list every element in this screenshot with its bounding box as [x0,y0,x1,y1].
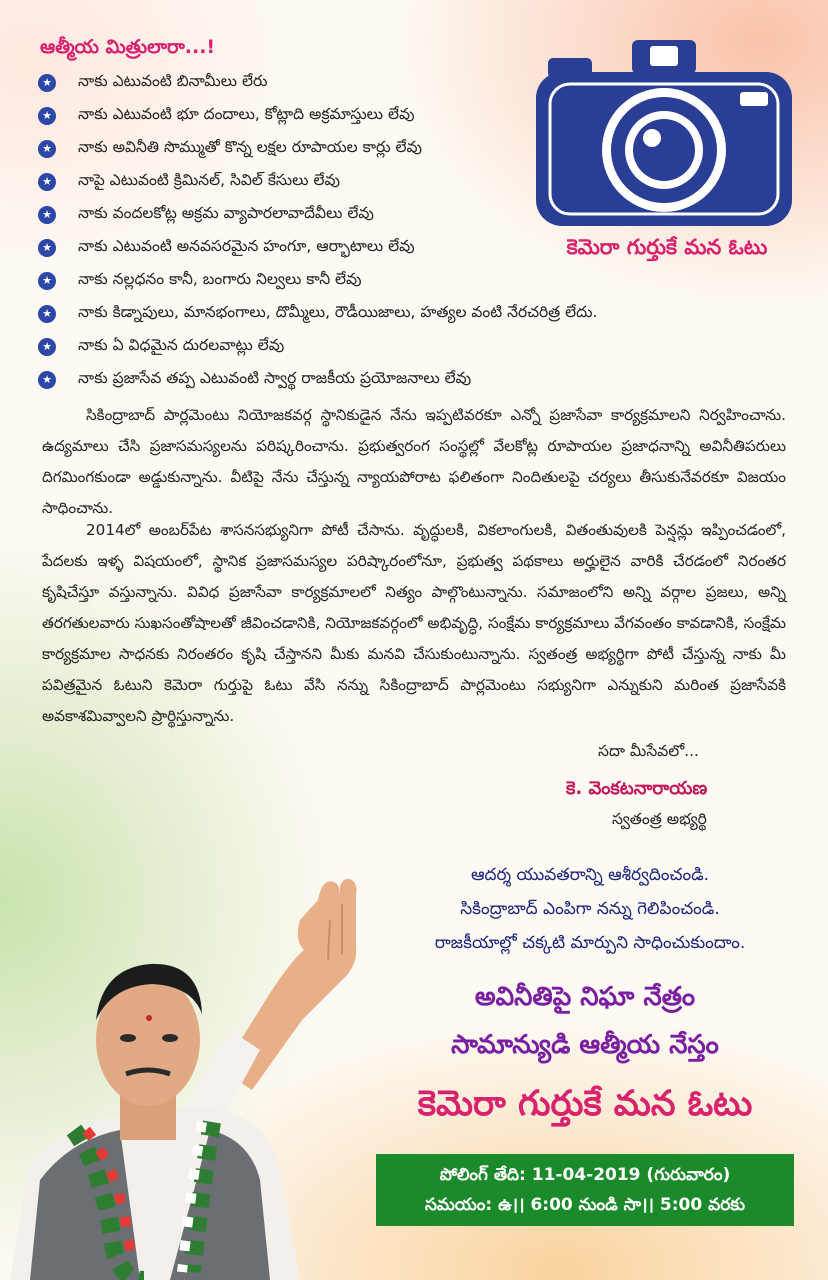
pledge-text: నాకు ఎటువంటి భూ దందాలు, కోట్లాది అక్రమాస్తులు లేవు [78,104,415,123]
star-bullet-icon: ★ [38,140,56,158]
closing-line: సదా మీసేవలో... [598,742,699,760]
signer-name: కె. వెంకటనారాయణ [566,778,708,799]
pledge-text: నాకు కిడ్నాపులు, మానభంగాలు, దొమ్మీలు, రౌడీయిజాలు, హత్యల వంటి నేరచరిత్ర లేదు. [78,302,598,321]
pledge-text: నాకు ప్రజాసేవ తప్ప ఎటువంటి స్వార్థ రాజకీయ ప్రయోజనాలు లేవు [78,368,472,387]
star-bullet-icon: ★ [38,239,56,257]
polling-date: పోలింగ్ తేది: 11-04-2019 (గురువారం) [439,1165,731,1185]
slogan-camera-vote: కెమెరా గుర్తుకే మన ఓటు [417,1084,753,1124]
star-bullet-icon: ★ [38,107,56,125]
appeal-line: రాజకీయాల్లో చక్కటి మార్పుని సాధించుకుందాం. [434,933,746,953]
star-bullet-icon: ★ [38,338,56,356]
pledge-text: నాకు ఎటువంటి బినామీలు లేరు [78,71,268,90]
star-bullet-icon: ★ [38,206,56,224]
appeal-lines [370,858,810,960]
slogan-corruption-watch: అవినీతిపై నిఘా నేత్రం [474,982,696,1012]
camera-caption: కెమెరా గుర్తుకే మన ఓటు [566,235,768,259]
pledge-text: నాపై ఎటువంటి క్రిమినల్, సివిల్ కేసులు లేవు [78,170,340,189]
greeting-heading: ఆత్మీయ మిత్రులారా...! [40,36,216,58]
pledge-text: నాకు ఏ విధమైన దురలవాట్లు లేవు [78,335,285,354]
paragraph-2 [42,515,786,732]
pledge-text: నాకు ఎటువంటి అనవసరమైన హంగూ, ఆర్భాటాలు లేవు [78,236,415,255]
star-bullet-icon: ★ [38,272,56,290]
pledge-text: నాకు వందలకోట్ల అక్రమ వ్యాపారలావాదేవీలు లేవు [78,203,374,222]
pledge-item [38,363,758,396]
appeal-line: ఆదర్శ యువతరాన్ని ఆశీర్వదించండి. [470,865,710,885]
paragraph-1 [42,400,786,524]
polling-info-box [376,1154,794,1226]
polling-time: సమయం: ఉ।। 6:00 నుండి సా।। 5:00 వరకు [424,1195,746,1215]
pledge-item [38,264,758,297]
pledge-text: నాకు అవినీతి సొమ్ముతో కొన్న లక్షల రూపాయల కార్లు లేవు [78,137,422,156]
paragraph-1-text: సికింద్రాబాద్ పార్లమెంటు నియోజకవర్గ స్థానికుడైన నేను ఇప్పటివరకూ ఎన్నో ప్రజాసేవా కార్యక్రమాలని నిర్వహించాను. ఉద్యమాలు చేసి ప్రజాసమస్యలను పరిష్కరించాను. ప్రభుత్వరంగ సంస్థల్లో వేలకోట్ల రూపాయల ప్రజాధనాన్ని అవినీతిపరులు దిగమింగకుండా అడ్డుకున్నాను. వీటిపై నేను చేస్తున్న న్యాయపోరాట ఫలితంగా నిందితులపై చర్యలు తీసుకునేవరకూ విజయం సాధించాను. [42,406,786,517]
candidate-photo [0,860,370,1280]
camera-icon [528,36,800,232]
paragraph-2-text: 2014లో అంబర్‌పేట శాసనసభ్యునిగా పోటీ చేసాను. వృద్ధులకి, వికలాంగులకి, వితంతువులకి పెన్షన్లు ఇప్పించడంలో, పేదలకు ఇళ్ళ విషయంలో, స్థానిక ప్రజాసమస్యల పరిష్కారంలోనూ, ప్రభుత్వ పథకాలు అర్హులైన వారికి చేరడంలో నిరంతర కృషిచేస్తూ వస్తున్నాను. వివిధ ప్రజాసేవా కార్యక్రమాలలో నిత్యం పాల్గొంటున్నాను. సమాజంలోని అన్ని వర్గాల ప్రజలు, అన్ని తరగతులవారు సుఖసంతోషాలతో జీవించడానికి, నియోజకవర్గంలో అభివృద్ధి, సంక్షేమ కార్యక్రమాలు వేగవంతం కావడానికి, సంక్షేమ కార్యక్రమాల సాధనకు నిరంతరం కృషి చేస్తానని మీకు మనవి చేసుకుంటున్నాను. స్వతంత్ర అభ్యర్థిగా పోటీ చేస్తున్న నాకు మీ పవిత్రమైన ఓటుని కెమెరా గుర్తుపై ఓటు వేసి నన్ను సికింద్రాబాద్ పార్లమెంటు సభ్యునిగా ఎన్నుకుని మరింత ప్రజాసేవకి అవకాశమివ్వాలని ప్రార్థిస్తున్నాను. [42,521,786,725]
appeal-line: సికింద్రాబాద్ ఎంపిగా నన్ను గెలిపించండి. [460,899,720,919]
star-bullet-icon: ★ [38,371,56,389]
signer-role: స్వతంత్ర అభ్యర్థి [612,810,707,828]
pledge-item [38,297,758,330]
pledge-text: నాకు నల్లధనం కానీ, బంగారు నిల్వలు కానీ లేవు [78,269,362,288]
star-bullet-icon: ★ [38,173,56,191]
star-bullet-icon: ★ [38,74,56,92]
pledge-item [38,330,758,363]
star-bullet-icon: ★ [38,305,56,323]
slogan-common-man-friend: సామాన్యుడి ఆత్మీయ నేస్తం [451,1030,719,1060]
